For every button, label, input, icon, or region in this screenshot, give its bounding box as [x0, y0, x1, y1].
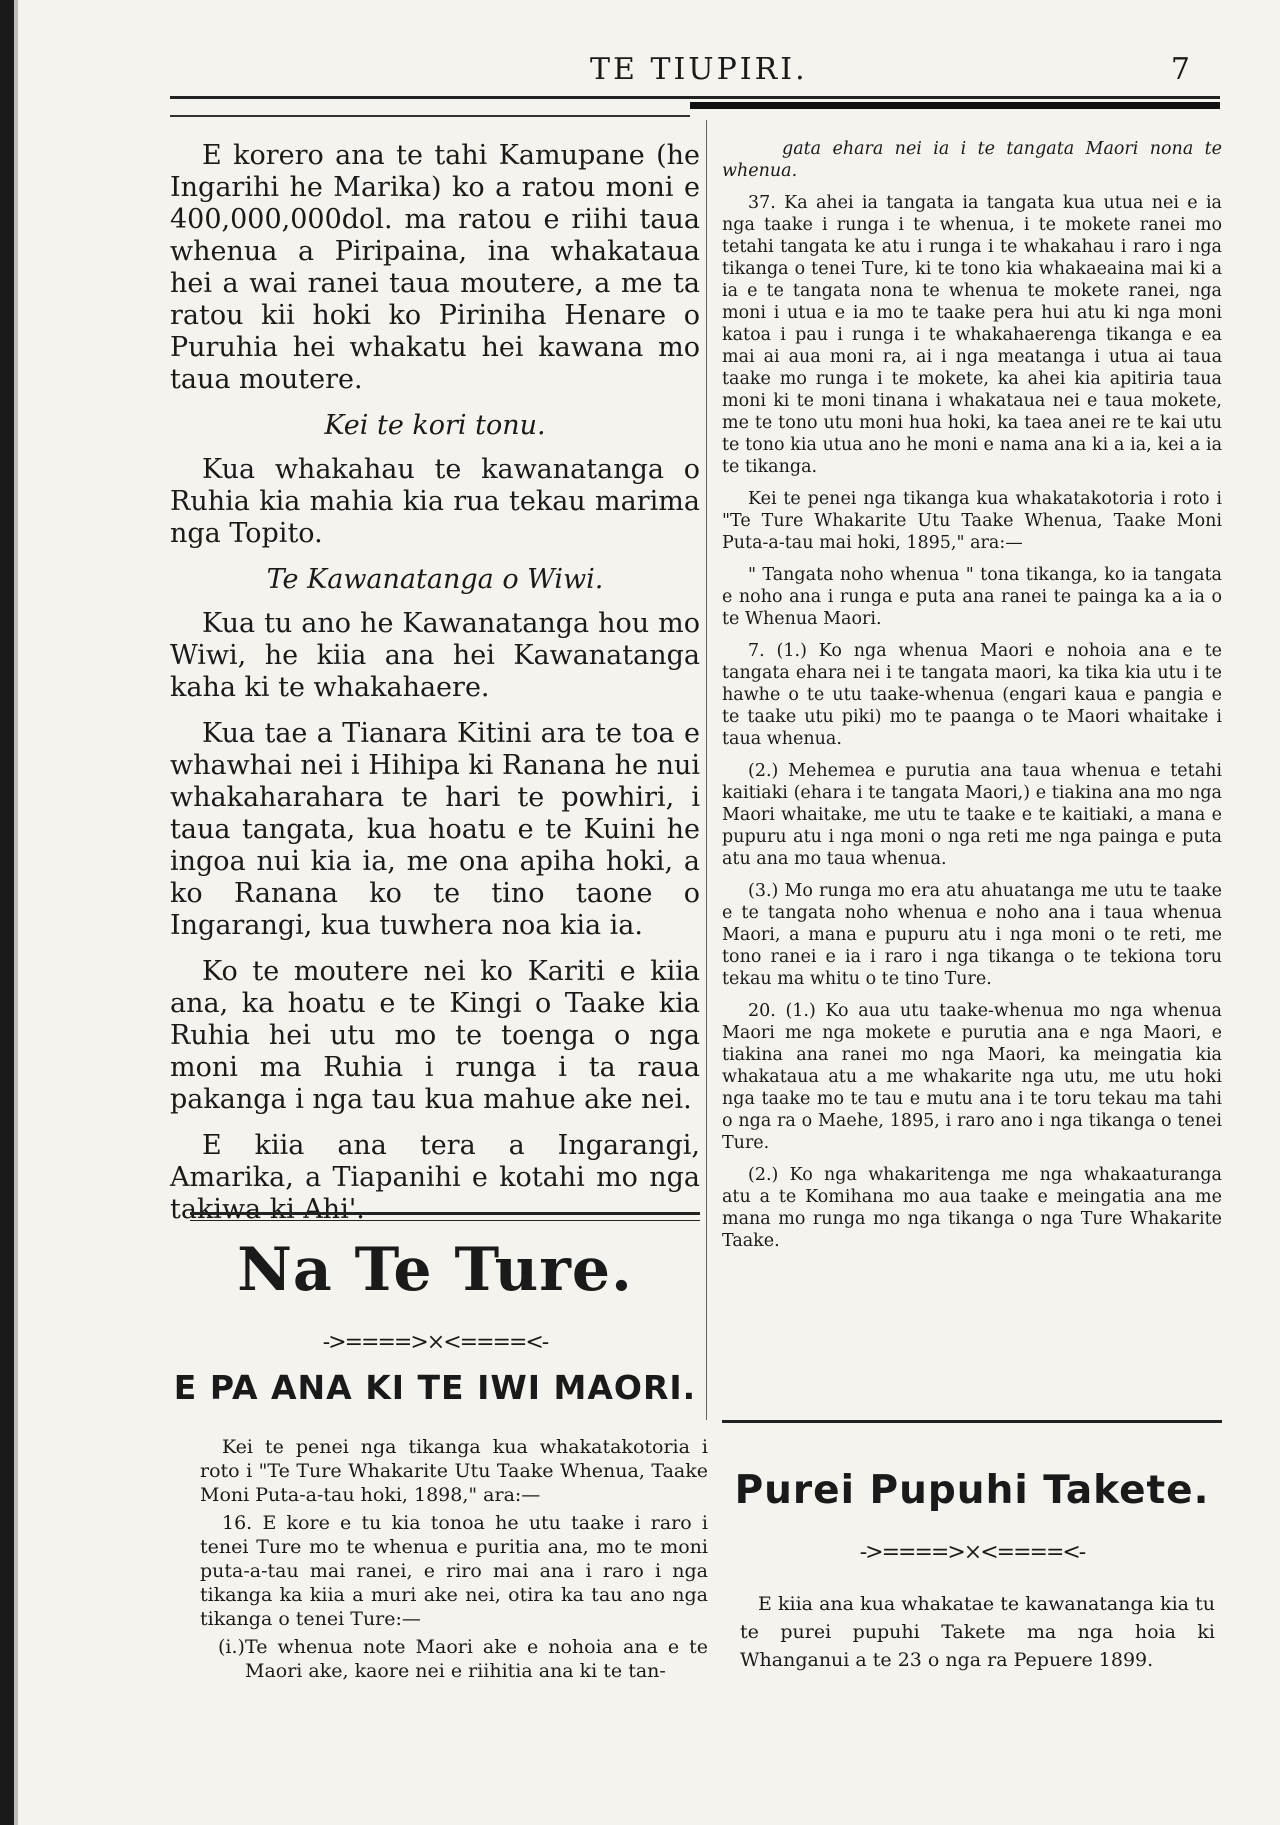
- section-rule: [190, 1212, 700, 1215]
- law-paragraph: 16. E kore e tu kia tonoa he utu taake i raro i tenei Ture mo te whenua e puritia ana, mo te moni puta-a-tau mai ranei, e riro mai ana i raro i nga tikanga ka kiia a muri ake nei, otira ka tau ano nga tikanga o tenei Ture:—: [200, 1512, 708, 1630]
- law-paragraph: (2.) Mehemea e purutia ana taua whenua e tetahi kaitiaki (ehara i te tangata Maori,) e tiakina ana mo nga Maori whaitake, me utu te taake e te kaitiaki, a mana e pupuru atu i nga moni o nga reti me nga painga e puta atu ana mo taua whenua.: [722, 761, 1222, 869]
- law-item-number: (i.): [218, 1636, 245, 1658]
- header-rule-left: [170, 115, 690, 117]
- page-number: 7: [1170, 52, 1190, 87]
- article-paragraph: Kua tae a Tianara Kitini ara te toa e whawhai nei i Hihipa ki Ranana he nui whakaharahara te hari te powhiri, i taua tangata, kua hoatu e te Kuini he ingoa nui kia ia, me ona apiha hoki, a ko Ranana ko te tino taone o Ingarangi, kua tuwhera noa kia ia.: [170, 718, 700, 941]
- notice-text: [740, 1590, 1215, 1674]
- article-paragraph: Kua whakahau te kawanatanga o Ruhia kia mahia kia rua tekau marima nga Topito.: [170, 454, 700, 549]
- section-title: Na Te Ture.: [237, 1235, 633, 1305]
- page-binding-shadow: [14, 0, 18, 1825]
- article-paragraph: E kiia ana tera a Ingarangi, Amarika, a Tiapanihi e kotahi mo nga takiwa ki Ahi'.: [170, 1130, 700, 1225]
- law-paragraph: (3.) Mo runga mo era atu ahuatanga me utu te taake e te tangata noho whenua e noho ana i taua whenua Maori, a mana e pupuru atu i nga moni o te reti, me tono ranei e ia i raro i nga tikanga o te tekiona toru tekau ma whitu o te tino Ture.: [722, 881, 1222, 989]
- section-rule-thin: [190, 1220, 700, 1221]
- law-item: [200, 1635, 708, 1683]
- notice-paragraph: E kiia ana kua whakatae te kawanatanga kia tu te purei pupuhi Takete ma nga hoia ki Whanganui a te 23 o nga ra Pepuere 1899.: [740, 1593, 1215, 1671]
- section-title-right: Purei Pupuhi Takete.: [734, 1468, 1210, 1513]
- law-item-text: Te whenua note Maori ake e nohoia ana e te Maori ake, kaore nei e riihitia ana ki te tan-: [245, 1636, 708, 1682]
- header-rule-thick: [690, 102, 1220, 109]
- law-excerpt: [200, 1435, 708, 1687]
- law-paragraph: (2.) Ko nga whakaritenga me nga whakaaturanga atu a te Komihana mo aua taake e meingatia ana me mana mo runga mo nga tikanga o nga Ture Whakarite Taake.: [722, 1165, 1222, 1251]
- masthead-title: TE TIUPIRI.: [590, 52, 808, 87]
- continued-text: gata ehara nei ia i te tangata Maori nona te whenua.: [722, 139, 1222, 181]
- law-paragraph: " Tangata noho whenua " tona tikanga, ko ia tangata e noho ana i runga e puta ana ranei te painga ka a ia o te Whenua Maori.: [722, 565, 1222, 629]
- section-flourish: ->====>×<====<-: [322, 1330, 548, 1355]
- header-rule: [170, 96, 1220, 99]
- law-paragraph: 7. (1.) Ko nga whenua Maori e nohoia ana e te tangata ehara nei i te tangata maori, ka tika kia utu i te hawhe o te utu taake-whenua (engari kaua e pangia e te taake utu piki) mo te paanga o te Maori whaitake i taua whenua.: [722, 641, 1222, 749]
- article-paragraph: Ko te moutere nei ko Kariti e kiia ana, ka hoatu e te Kingi o Taake kia Ruhia hei utu mo te toenga o nga moni ma Ruhia i runga i ta raua pakanga i nga tau kua mahue ake nei.: [170, 956, 700, 1115]
- law-paragraph: Kei te penei nga tikanga kua whakatakotoria i roto i "Te Ture Whakarite Utu Taake Whenua, Taake Moni Puta-a-tau hoki, 1898," ara:—: [200, 1436, 708, 1506]
- section-subtitle: E PA ANA KI TE IWI MAORI.: [173, 1368, 697, 1407]
- law-paragraph: Kei te penei nga tikanga kua whakatakotoria i roto i "Te Ture Whakarite Utu Taake Whenua, Taake Moni Puta-a-tau mai hoki, 1895," ara:—: [722, 489, 1222, 553]
- page-binding-edge: [0, 0, 14, 1825]
- section-rule-right: [722, 1420, 1222, 1423]
- right-column: [722, 138, 1222, 1262]
- article-subheading: Kei te kori tonu.: [324, 410, 546, 441]
- section-flourish-right: ->====>×<====<-: [859, 1540, 1085, 1565]
- left-column: [170, 140, 700, 1240]
- article-subheading: Te Kawanatanga o Wiwi.: [266, 564, 604, 595]
- law-paragraph: 20. (1.) Ko aua utu taake-whenua mo nga whenua Maori me nga mokete e purutia ana e nga Maori, e tiakina ana ranei mo nga Maori, ka meingatia kia whakataua atu a me whakarite nga utu, me utu hoki nga taake mo te tau e mutu ana i te toru tekau ma tahi o nga ra o Maehe, 1895, i raro ano i nga tikanga o tenei Ture.: [722, 1001, 1222, 1153]
- column-divider: [706, 120, 707, 1420]
- page-header: [170, 52, 1220, 92]
- article-paragraph: Kua tu ano he Kawanatanga hou mo Wiwi, he kiia ana hei Kawanatanga kaha ki te whakahaere.: [170, 608, 700, 703]
- law-paragraph: 37. Ka ahei ia tangata ia tangata kua utua nei e ia nga taake i runga i te whenua, i te mokete ranei mo tetahi tangata ke atu i runga i te whakahau i raro i nga tikanga o tenei Ture, ki te tono kia whakaeaina mai ki a ia e te tangata nona te whenua te mokete ranei, nga moni i utua e ia mo te taake pera hui atu ki nga moni katoa i pau i runga i te whakahaerenga tikanga e ea mai ai aua moni ra, ai i nga meatanga i utua ai taua taake mo runga i te mokete, ka ahei kia apitiria taua moni ki te moni tinana i whakataua nei e taua mokete, me te tono utu moni hua hoki, ka taea anei re te kai utu te tono kia utua ano he moni e nama ana ki a ia, kei a ia te tikanga.: [722, 193, 1222, 477]
- article-paragraph: E korero ana te tahi Kamupane (he Ingarihi he Marika) ko a ratou moni e 400,000,000dol. ma ratou e riihi taua whenua a Piripaina, ina whakataua hei a wai ranei taua moutere, a me ta ratou kii hoki ko Piriniha Henare o Puruhia hei whakatu hei kawana mo taua moutere.: [170, 140, 700, 395]
